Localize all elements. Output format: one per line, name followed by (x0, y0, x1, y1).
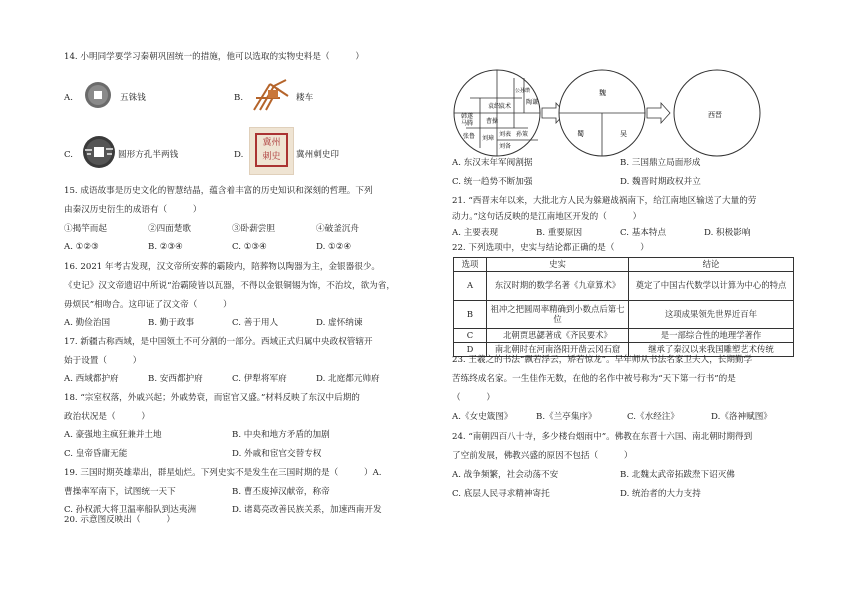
q15-option-a[interactable]: A. ①②③ (64, 242, 99, 252)
q16-line3: 毋烦民”相吻合。这印证了汉文帝（ ） (64, 300, 232, 310)
table-header: 史实 (487, 258, 629, 272)
q17-line2: 始于设置（ ） (64, 356, 142, 366)
warlord-label: 刘璋 (482, 135, 495, 142)
historical-diagram (452, 68, 782, 158)
q16-line2: 《史记》汉文帝遗诏中所说“治霸陵皆以瓦器，不得以金银铜锡为饰，不治坟，欲为省， (64, 281, 395, 291)
q21-option-d[interactable]: D. 积极影响 (704, 228, 751, 238)
warlord-label: 曹操 (486, 118, 499, 125)
q19-option-d[interactable]: D. 诸葛亮改善民族关系，加速西南开发 (232, 505, 382, 515)
q14-option-c-letter[interactable]: C. (64, 150, 74, 160)
table-cell: 是一部综合性的地理学著作 (629, 328, 794, 342)
q22-table (453, 257, 794, 357)
q23-option-a[interactable]: A.《女史箴图》 (452, 412, 513, 422)
q14-option-d-letter[interactable]: D. (234, 150, 244, 160)
table-cell: 继承了秦汉以来我国雕塑艺术传统 (629, 342, 794, 356)
q20-option-d[interactable]: D. 魏晋时期政权并立 (620, 177, 701, 187)
state-label-wu: 吴 (620, 130, 627, 138)
q21-option-a[interactable]: A. 主要表现 (452, 228, 499, 238)
q24-option-d[interactable]: D. 统治者的大力支持 (620, 489, 701, 499)
table-row[interactable] (454, 342, 794, 356)
table-cell: A (454, 271, 487, 300)
q23-line2: 苦练终成名家。一生佳作无数，在他的名作中被号称为“天下第一行书”的是 (452, 374, 736, 384)
table-cell: 南北朝时在河南洛阳开凿云冈石窟 (487, 342, 629, 356)
q21-option-c[interactable]: C. 基本特点 (620, 228, 667, 238)
warlord-label: 袁术 (499, 103, 512, 110)
q18-line2: 政治状况是（ ） (64, 412, 150, 422)
table-header: 结论 (629, 258, 794, 272)
q24-option-b[interactable]: B. 北魏太武帝拓跋焘下诏灭佛 (620, 470, 735, 480)
q24-option-c[interactable]: C. 底层人民寻求精神寄托 (452, 489, 550, 499)
q15-option-c[interactable]: C. ①③④ (232, 242, 267, 252)
q18-option-d[interactable]: D. 外戚和宦官交替专权 (232, 449, 322, 459)
warlord-label: 刘备 (499, 143, 512, 150)
coin-image-a (79, 80, 117, 110)
state-label-shu: 蜀 (577, 130, 584, 138)
q17-line1: 17. 新疆古称西域，是中国领土不可分割的一部分。西域正式归属中央政权管辖开 (64, 337, 373, 347)
q16-option-b[interactable]: B. 勤于政事 (148, 318, 195, 328)
q14-option-a-text: 五铢钱 (120, 93, 146, 103)
q23-line1: 23. 王羲之的书法“飘若浮云，矫若惊龙”。早年师从书法名家卫夫人，长期勤学 (452, 355, 753, 365)
q14-option-b-letter[interactable]: B. (234, 93, 244, 103)
table-cell: 祖冲之把圆周率精确到小数点后第七位 (487, 300, 629, 328)
table-row[interactable] (454, 300, 794, 328)
q24-line2: 了空前发展，佛教兴盛的原因不包括（ ） (452, 451, 633, 461)
table-cell: 北朝贾思勰著成《齐民要术》 (487, 328, 629, 342)
table-cell: C (454, 328, 487, 342)
q14-option-c-text: 圆形方孔半两钱 (118, 150, 179, 160)
q14-option-a-letter[interactable]: A. (64, 93, 73, 103)
coin-image-c (79, 134, 119, 170)
table-row[interactable] (454, 328, 794, 342)
q16-option-a[interactable]: A. 勤俭治国 (64, 318, 111, 328)
table-cell: B (454, 300, 487, 328)
q15-item4: ④破釜沉舟 (316, 224, 359, 234)
q19-line1: 19. 三国时期英雄辈出，群星灿烂。下列史实不是发生在三国时期的是（ ）A. (64, 468, 382, 478)
warlord-label: 张鲁 (463, 133, 476, 140)
table-cell: D (454, 342, 487, 356)
q20-stem: 20. 示意图反映出（ ） (64, 515, 175, 525)
q15-line2: 由秦汉历史衍生的成语有（ ） (64, 205, 202, 215)
warlord-label: 公孙瓒 (515, 88, 531, 94)
q15-item3: ③卧薪尝胆 (232, 224, 275, 234)
q15-line1: 15. 成语故事是历史文化的智慧结晶，蕴含着丰富的历史知识和深刻的哲理。下列 (64, 186, 373, 196)
q15-option-b[interactable]: B. ②③④ (148, 242, 183, 252)
seed-drill-image (250, 76, 292, 114)
seal-image (249, 127, 294, 175)
q24-option-a[interactable]: A. 战争频繁，社会动荡不安 (452, 470, 559, 480)
q19-option-c[interactable]: C. 孙权派大将卫温率船队到达夷洲 (64, 505, 197, 515)
warlord-label: 韩遂 (461, 113, 474, 120)
q21-line1: 21. “西晋末年以来，大批北方人民为躲避战祸南下，给江南地区输送了大量的劳 (452, 196, 757, 206)
q21-option-b[interactable]: B. 重要原因 (536, 228, 583, 238)
warlord-label: 孙策 (516, 131, 529, 138)
warlord-label: 马腾 (461, 120, 474, 127)
q23-option-c[interactable]: C.《水经注》 (627, 412, 679, 422)
q17-option-c[interactable]: C. 伊犁将军府 (232, 374, 287, 384)
q18-line1: 18. “宗室权落，外戚兴起；外戚势衰，而宦官又盛。”材料反映了东汉中后期的 (64, 393, 360, 403)
q18-option-b[interactable]: B. 中央和地方矛盾的加剧 (232, 430, 330, 440)
warlord-label: 刘表 (499, 131, 512, 138)
q24-line1: 24. “南朝四百八十寺，多少楼台烟雨中”。佛教在东晋十六国、南北朝时期得到 (452, 432, 753, 442)
q21-line2: 动力。”这句话反映的是江南地区开发的（ ） (452, 212, 642, 222)
q22-stem: 22. 下列选项中，史实与结论都正确的是（ ） (452, 243, 649, 253)
table-cell: 东汉时期的数学名著《九章算术》 (487, 271, 629, 300)
q15-option-d[interactable]: D. ①②④ (316, 242, 352, 252)
q19-option-a-text[interactable]: 曹操率军南下，试图统一天下 (64, 487, 176, 497)
q23-option-d[interactable]: D.《洛神赋图》 (711, 412, 772, 422)
q17-option-d[interactable]: D. 北庭都元帅府 (316, 374, 380, 384)
q20-option-c[interactable]: C. 统一趋势不断加强 (452, 177, 533, 187)
q16-line1: 16. 2021 年考古发现，汉文帝所安葬的霸陵内，陪葬物以陶器为主，金银器很少。 (64, 262, 381, 272)
table-header: 选项 (454, 258, 487, 272)
table-cell: 奠定了中国古代数学以计算为中心的特点 (629, 271, 794, 300)
q17-option-a[interactable]: A. 西域都护府 (64, 374, 119, 384)
arrow-icon (647, 103, 670, 123)
q14-option-b-text: 耧车 (296, 93, 314, 103)
q18-option-a[interactable]: A. 豪强地主疯狂兼并土地 (64, 430, 162, 440)
q17-option-b[interactable]: B. 安西都护府 (148, 374, 203, 384)
state-label-western-jin: 西晋 (708, 111, 722, 119)
seal-lettering: 冀州刺史 (262, 138, 281, 162)
q20-option-a[interactable]: A. 东汉末年军阀割据 (452, 158, 533, 168)
warlord-label: 陶谦 (526, 99, 539, 106)
q18-option-c[interactable]: C. 皇帝昏庸无能 (64, 449, 128, 459)
q14-stem: 14. 小明同学要学习秦朝巩固统一的措施，他可以选取的实物史料是（ ） (64, 52, 364, 62)
table-cell: 这项成果领先世界近百年 (629, 300, 794, 328)
q16-option-c[interactable]: C. 善于用人 (232, 318, 279, 328)
q23-option-b[interactable]: B.《兰亭集序》 (536, 412, 597, 422)
warlord-label: 袁绍 (488, 103, 501, 110)
q15-item1: ①揭竿而起 (64, 224, 107, 234)
q20-option-b[interactable]: B. 三国鼎立局面形成 (620, 158, 701, 168)
q15-item2: ②四面楚歌 (148, 224, 191, 234)
state-label-wei: 魏 (599, 89, 606, 97)
q23-line3: （ ） (452, 393, 495, 403)
q14-option-d-text: 冀州刺史印 (296, 150, 339, 160)
table-row[interactable] (454, 271, 794, 300)
q19-option-b[interactable]: B. 曹丕废掉汉献帝，称帝 (232, 487, 330, 497)
q16-option-d[interactable]: D. 虚怀纳谏 (316, 318, 363, 328)
